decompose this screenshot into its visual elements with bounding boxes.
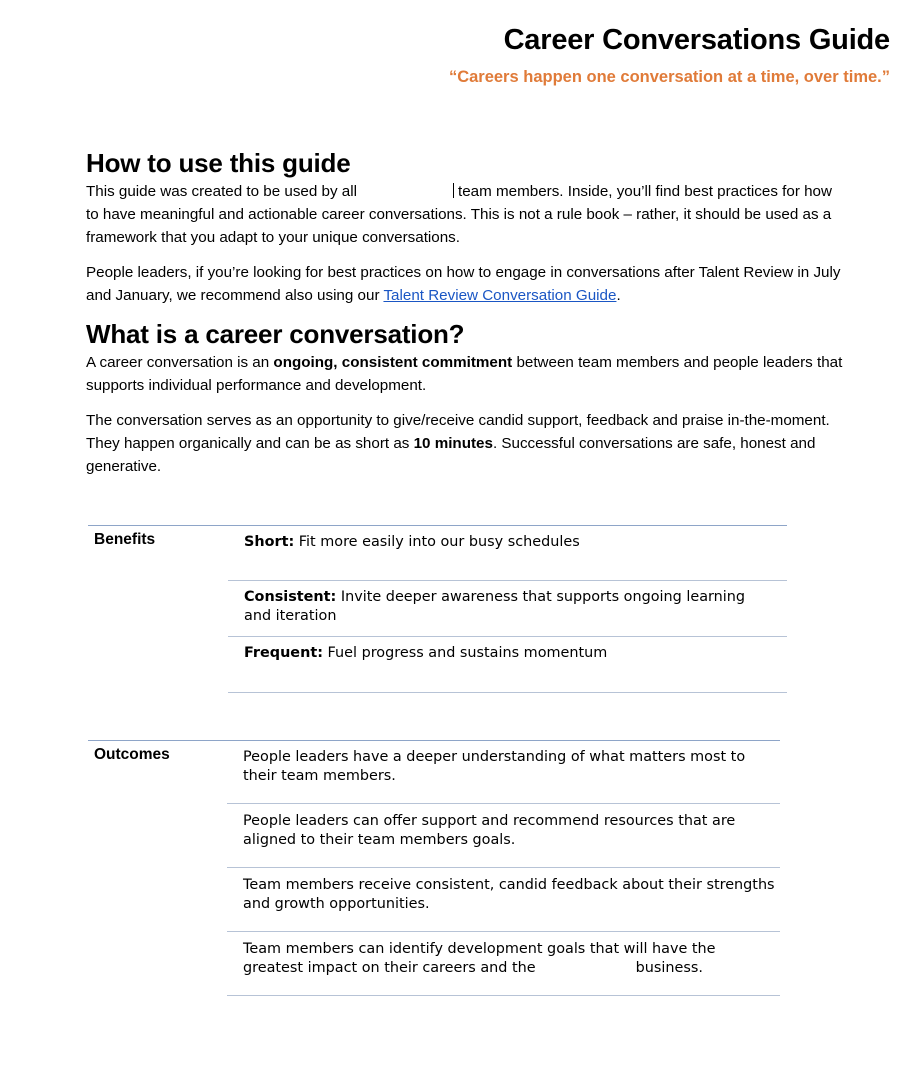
what-is-paragraph-1: A career conversation is an ongoing, consistent commitment between team members and people leaders that supports individual performance and development. xyxy=(86,354,843,394)
outcome-item: People leaders have a deeper understanding of what matters most to their team members. xyxy=(243,749,746,784)
benefits-top-rule xyxy=(88,525,787,526)
outcomes-label: Outcomes xyxy=(94,746,170,763)
benefit-item-consistent: Consistent: Invite deeper awareness that supports ongoing learning and iteration xyxy=(244,589,746,624)
outcome-item: Team members can identify development goals that will have the greatest impact on their careers and the business. xyxy=(243,941,716,976)
outcome-divider xyxy=(227,867,780,868)
document-subtitle-quote: “Careers happen one conversation at a time, over time.” xyxy=(448,68,890,86)
outcome-divider xyxy=(227,803,780,804)
benefit-item-frequent: Frequent: Fuel progress and sustains momentum xyxy=(244,645,608,661)
benefits-label: Benefits xyxy=(94,531,156,548)
outcome-item: Team members receive consistent, candid feedback about their strengths and growth opportunities. xyxy=(243,877,775,912)
how-to-use-paragraph-1: This guide was created to be used by all team members. Inside, you’ll find best practices for how to have meaningful and actionable career conversations. This is not a rule book – rather, it should be used as a framework that you adapt to your unique conversations. xyxy=(86,183,832,246)
section-heading-how-to-use: How to use this guide xyxy=(86,148,351,178)
benefit-divider xyxy=(228,580,787,581)
outcomes-top-rule xyxy=(88,740,780,741)
benefits-table xyxy=(88,525,788,695)
outcome-divider xyxy=(227,931,780,932)
outcome-item: People leaders can offer support and recommend resources that are aligned to their team members goals. xyxy=(243,813,736,848)
guide-body xyxy=(86,146,846,478)
benefit-divider xyxy=(228,636,787,637)
what-is-paragraph-2: The conversation serves as an opportunity to give/receive candid support, feedback and praise in-the-moment. They happen organically and can be as short as 10 minutes. Successful conversations are safe, honest and generative. xyxy=(86,412,830,475)
benefit-item-short: Short: Fit more easily into our busy schedules xyxy=(244,534,580,550)
outcomes-table xyxy=(88,740,788,1000)
text-cursor xyxy=(453,183,454,198)
benefit-divider xyxy=(228,692,787,693)
outcome-divider xyxy=(227,995,780,996)
section-heading-what-is: What is a career conversation? xyxy=(86,319,465,349)
document-title: Career Conversations Guide xyxy=(503,24,890,56)
talent-review-guide-link[interactable]: Talent Review Conversation Guide xyxy=(383,287,617,304)
how-to-use-paragraph-2: People leaders, if you’re looking for best practices on how to engage in conversations after Talent Review in July and January, we recommend also using our Talent Review Conversation Guide. xyxy=(86,264,841,304)
